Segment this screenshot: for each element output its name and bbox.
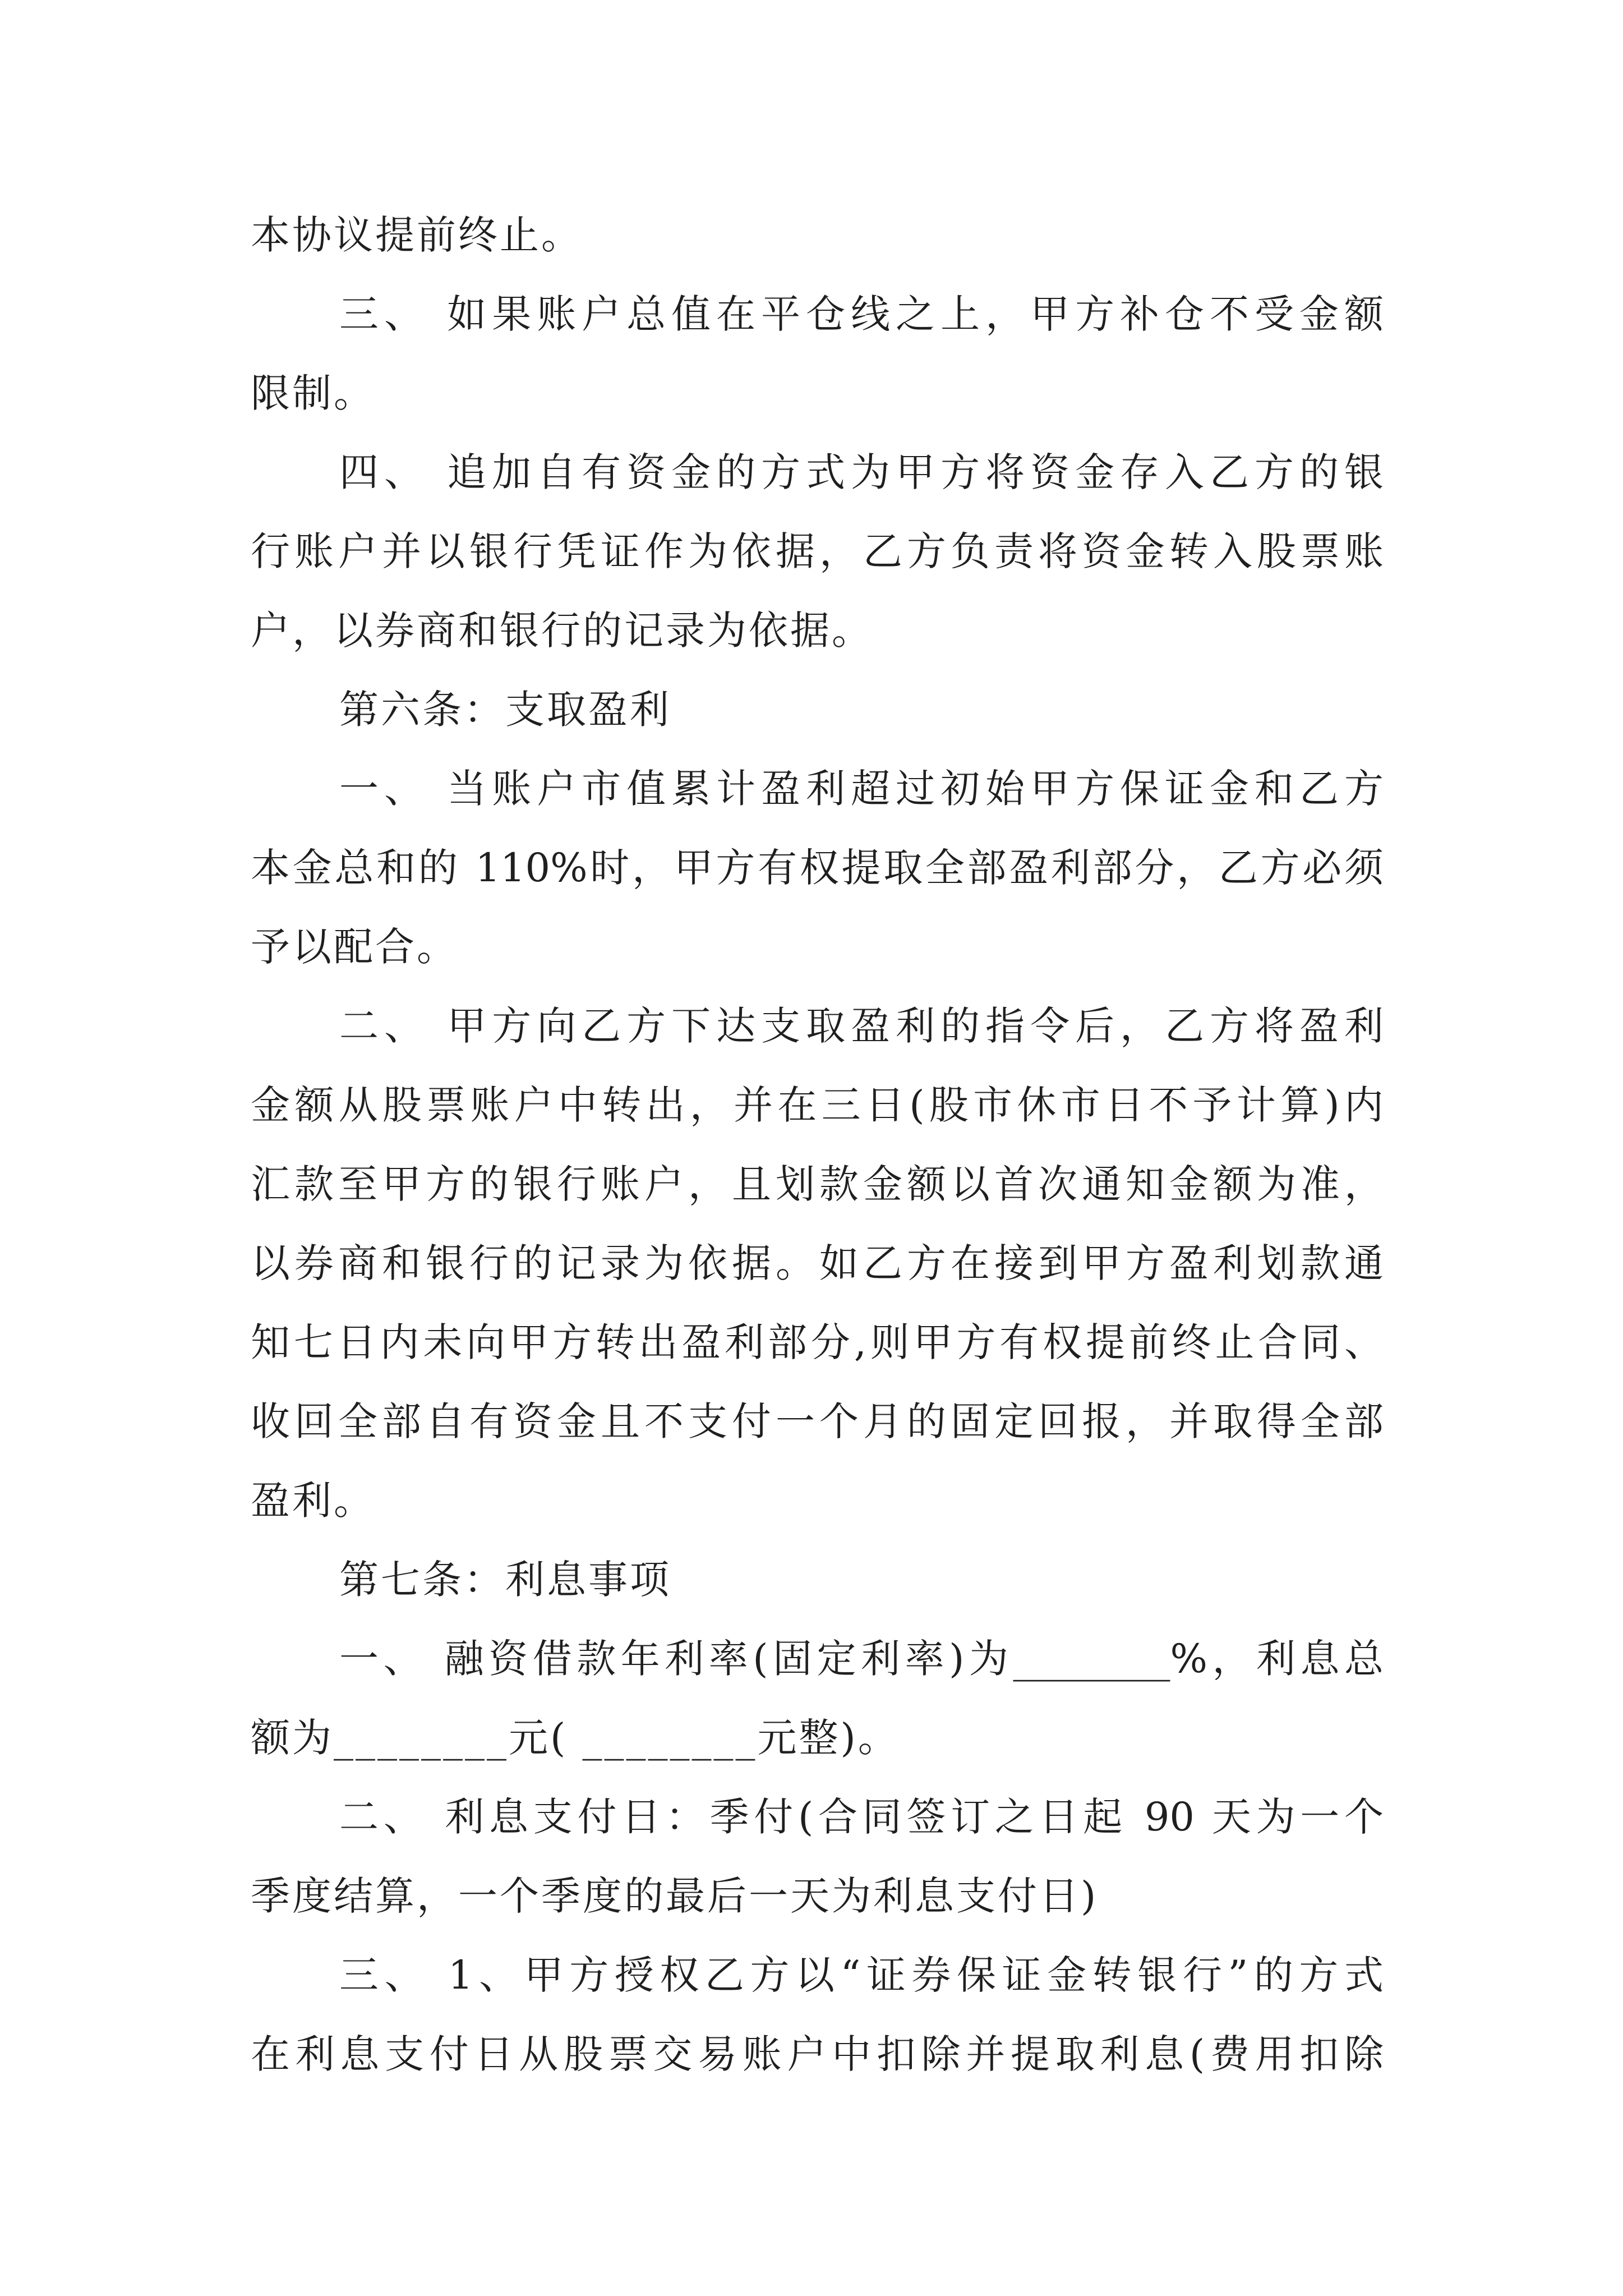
text-line: 知七日内未向甲方转出盈利部分,则甲方有权提前终止合同、 (251, 1319, 1384, 1365)
text-line: 限制。 (251, 370, 375, 416)
text-line: 盈利。 (251, 1478, 375, 1524)
text-line: 一、 当账户市值累计盈利超过初始甲方保证金和乙方 (339, 766, 1384, 812)
text-line: 本金总和的 110%时，甲方有权提取全部盈利部分，乙方必须 (251, 845, 1384, 891)
text-line: 二、 甲方向乙方下达支取盈利的指令后，乙方将盈利 (339, 1003, 1384, 1049)
text-line: 二、 利息支付日：季付(合同签订之日起 90 天为一个 (339, 1794, 1384, 1840)
text-line: 汇款至甲方的银行账户，且划款金额以首次通知金额为准， (251, 1161, 1384, 1207)
text-line: 四、 追加自有资金的方式为甲方将资金存入乙方的银 (339, 449, 1384, 495)
text-line: 收回全部自有资金且不支付一个月的固定回报，并取得全部 (251, 1398, 1384, 1444)
section-heading: 第六条：支取盈利 (339, 687, 671, 733)
text-line: 三、 如果账户总值在平仓线之上，甲方补仓不受金额 (339, 291, 1384, 337)
section-heading: 第七条：利息事项 (339, 1557, 671, 1603)
text-line: 金额从股票账户中转出，并在三日(股市休市日不予计算)内 (251, 1082, 1384, 1128)
text-line: 三、 1、甲方授权乙方以“证券保证金转银行”的方式 (339, 1952, 1384, 1998)
text-line: 一、 融资借款年利率(固定利率)为________%，利息总 (339, 1636, 1384, 1682)
text-line: 行账户并以银行凭证作为依据，乙方负责将资金转入股票账 (251, 528, 1384, 574)
text-line: 本协议提前终止。 (251, 212, 583, 258)
text-line: 户，以券商和银行的记录为依据。 (251, 608, 873, 654)
text-line: 额为________元( ________元整)。 (251, 1715, 900, 1761)
text-line: 予以配合。 (251, 924, 458, 970)
text-line: 以券商和银行的记录为依据。如乙方在接到甲方盈利划款通 (251, 1240, 1384, 1286)
text-line: 在利息支付日从股票交易账户中扣除并提取利息(费用扣除 (251, 2031, 1384, 2077)
text-line: 季度结算，一个季度的最后一天为利息支付日) (251, 1873, 1099, 1919)
